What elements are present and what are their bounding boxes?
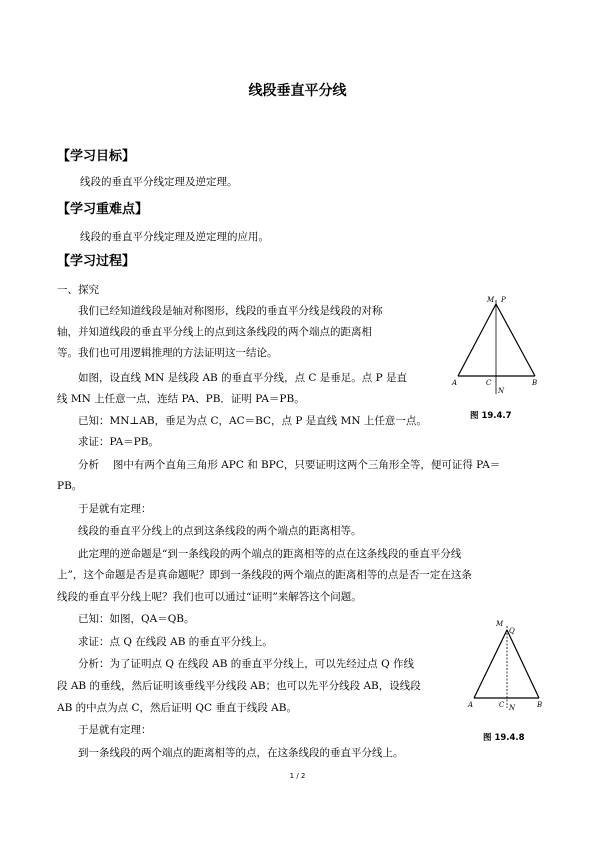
goal-text: 线段的垂直平分线定理及逆定理。 (80, 176, 238, 188)
text-line: 如图，设直线 MN 是线段 AB 的垂直平分线，点 C 是垂足。点 P 是直 (78, 372, 408, 384)
text-line: 线 MN 上任意一点，连结 PA、PB．证明 PA＝PB。 (57, 393, 305, 405)
explore-heading: 一、探究 (57, 284, 99, 296)
label-a: A (468, 701, 474, 709)
label-c: C (499, 701, 505, 709)
text-line: 分析 图中有两个直角三角形 APC 和 BPC，只要证明这两个三角形全等，便可证得 PA＝ (78, 459, 501, 471)
text-line: 到一条线段的两个端点的距离相等的点，在这条线段的垂直平分线上。 (78, 747, 404, 759)
text-line: 求证：PA＝PB。 (78, 436, 159, 448)
text-line: 于是就有定理： (78, 503, 152, 515)
key-text: 线段的垂直平分线定理及逆定理的应用。 (80, 231, 269, 243)
label-q: Q (509, 627, 515, 635)
text-line: 我们已经知道线段是轴对称图形，线段的垂直平分线是线段的对称 (78, 305, 383, 317)
text-line: 已知：如图，QA＝QB。 (78, 613, 195, 625)
label-p: P (501, 296, 506, 304)
text-line: 线段的垂直平分线上呢？我们也可以通过“证明”来解答这个问题。 (57, 591, 362, 603)
segment-qb (507, 630, 539, 698)
figure-caption: 图 19.4.8 (483, 733, 525, 743)
page-number: 1 / 2 (289, 772, 306, 780)
text-line: 段 AB 的垂线，然后证明该垂线平分线段 AB；也可以先平分线段 AB，设线段 (57, 680, 421, 692)
text-line: 已知：MN⊥AB，垂足为点 C，AC＝BC，点 P 是直线 MN 上任意一点。 (78, 415, 427, 427)
label-m: M (487, 296, 495, 304)
text-line: PB。 (57, 480, 83, 492)
text-line: 求证：点 Q 在线段 AB 的垂直平分线上。 (78, 636, 273, 648)
text-line: 此定理的逆命题是“到一条线段的两个端点的距离相等的点在这条线段的垂直平分线 (78, 548, 462, 560)
label-a: A (452, 379, 458, 387)
text-line: 等。我们也可用逻辑推理的方法证明这一结论。 (57, 347, 278, 359)
segment-pb (496, 304, 535, 376)
figure-19-4-8 (466, 616, 546, 716)
segment-qa (474, 630, 507, 698)
text-line: 上”，这个命题是否是真命题呢？即到一条线段的两个端点的距离相等的点是否一定在这条 (57, 569, 472, 581)
label-n: N (509, 704, 516, 712)
label-m: M (496, 620, 504, 628)
segment-pa (458, 304, 496, 376)
label-b: B (537, 701, 543, 709)
figure-19-4-7 (448, 290, 538, 410)
text-line: AB 的中点为点 C，然后证明 QC 垂直于线段 AB。 (57, 702, 297, 714)
section-heading-key: 【学习重难点】 (57, 202, 149, 217)
section-heading-goal: 【学习目标】 (57, 149, 136, 164)
text-line: 分析：为了证明点 Q 在线段 AB 的垂直平分线上，可以先经过点 Q 作线 (78, 658, 415, 670)
text-line: 于是就有定理： (78, 724, 152, 736)
page-title: 线段垂直平分线 (248, 83, 347, 99)
figure-caption: 图 19.4.7 (470, 411, 512, 421)
text-line: 线段的垂直平分线上的点到这条线段的两个端点的距离相等。 (78, 525, 362, 537)
label-c: C (486, 379, 492, 387)
section-heading-process: 【学习过程】 (57, 254, 136, 269)
text-line: 轴，并知道线段的垂直平分线上的点到这条线段的两个端点的距离相 (57, 326, 372, 338)
label-b: B (532, 379, 538, 387)
label-n: N (498, 387, 505, 395)
